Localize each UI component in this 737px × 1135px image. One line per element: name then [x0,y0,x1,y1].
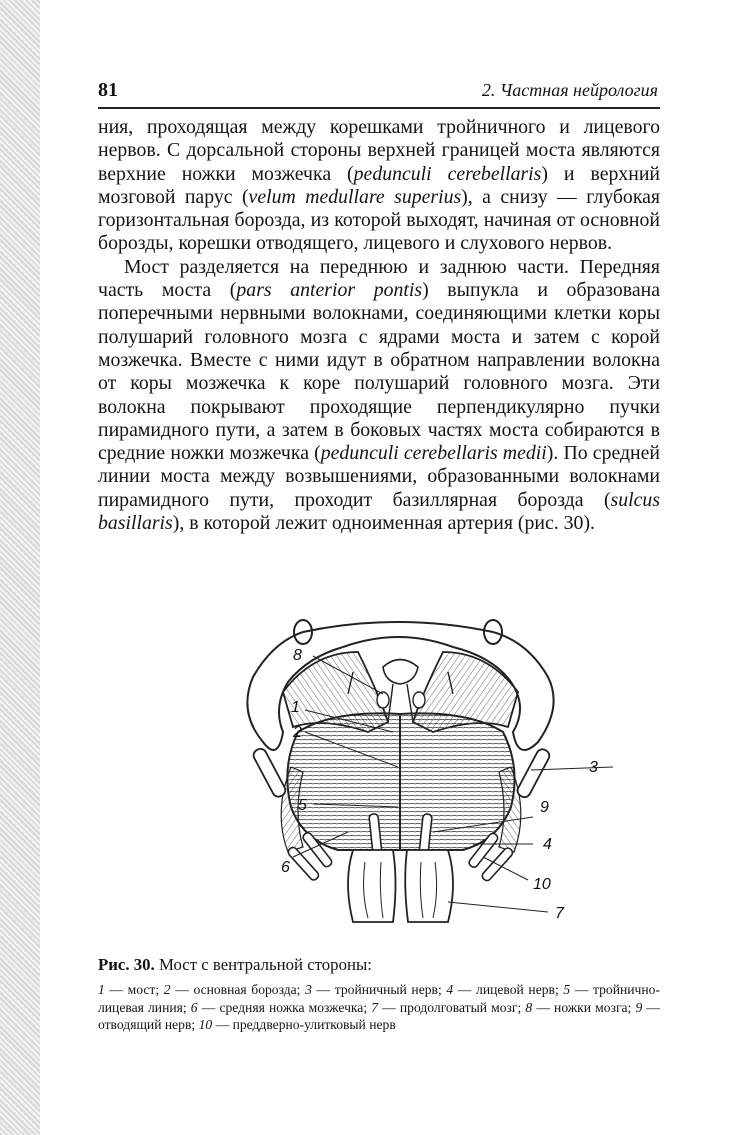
legend-number: 7 [371,999,379,1015]
legend-number: 8 [525,999,533,1015]
book-page [98,0,660,1135]
legend-text: — тройничный нерв; [311,982,447,997]
figure-caption [98,955,660,1034]
legend-number: 6 [190,999,198,1015]
legend-text: — продолговатый мозг; [378,999,526,1015]
label-10: 10 [533,876,551,893]
text-run: ) и верхний мозговой парус ( [98,162,661,208]
scan-shadow-edge [0,0,40,1135]
text-run: ), в которой лежит одноименная артерия (рис. 30). [172,512,595,535]
text-run: ), а снизу — глубокая горизонтальная борозда, из которой выходят, начиная от основной борозды, корешки отводящего, лицевого и слухового нервов. [98,185,661,255]
body-text [98,116,660,535]
latin-term: sulcus basillaris [98,488,660,535]
label-4: 4 [543,836,552,853]
paragraph-2 [98,256,660,536]
latin-term: pedunculi cerebellaris medii [320,442,547,465]
label-2: 2 [293,724,302,741]
page-number: 81 [98,79,118,101]
paragraph-1 [98,116,660,256]
label-9: 9 [540,799,549,816]
latin-term: pars anterior pontis [236,279,423,302]
legend-number: 2 [163,982,171,997]
legend-number: 5 [563,982,571,997]
legend-text: — отводящий нерв; [98,999,660,1033]
text-run: Мост разделяется на переднюю и заднюю части. Передняя часть моста ( [98,255,660,302]
pons-figure [193,582,613,937]
legend-number: 3 [305,982,312,997]
caption-title [98,955,660,975]
running-head: 2. Частная нейрология [481,80,658,100]
legend-text: — лицевой нерв; [453,982,564,997]
caption-title-text: Мост с вентральной стороны: [154,955,372,974]
text-run: ния, проходящая между корешками тройничного и лицевого нервов. С дорсальной стороны верхней границей моста являются верхние ножки мозжечка ( [98,116,660,185]
legend-text: — средняя ножка мозжечка; [197,999,372,1015]
legend-number: 9 [635,999,643,1015]
caption-figure-number: Рис. 30. [98,955,155,974]
legend-number: 1 [98,982,105,997]
label-5: 5 [298,797,307,814]
page-header [98,77,660,109]
label-7: 7 [555,905,564,922]
caption-legend [98,981,660,1034]
legend-number: 4 [446,982,454,997]
label-8: 8 [293,647,302,664]
label-1: 1 [291,699,300,716]
legend-text: — преддверно-улитковый нерв [212,1017,396,1033]
text-run: ) выпукла и образована поперечными нервными волокнами, соединяющими клетки коры полушарий головного мозга с ядрами моста и затем с корой мозжечка. Вместе с ними идут в обратном направлении волокна от коры мозжечка к коре полушарий головного мозга. Эти волокна покрывают проходящие перпендикулярно пучки пирамидного пути, а затем в боковых частях моста собираются в средние ножки мозжечка ( [98,279,660,465]
legend-number: 10 [198,1017,213,1033]
legend-text: — ножки мозга; [532,999,636,1015]
latin-term: velum medullare superius [248,185,462,208]
legend-text: — мост; [104,982,164,997]
legend-text: — тройнично-лицевая линия; [98,982,660,1015]
latin-term: pedunculi cerebellaris [353,162,542,185]
text-run: ). По средней линии моста между возвышениями, образованными волокнами пирамидного пути, проходит базиллярная борозда ( [98,442,661,511]
legend-text: — основная борозда; [170,982,306,997]
label-6: 6 [281,859,290,876]
label-3: 3 [589,759,598,776]
medulla-oblongata [348,850,453,922]
